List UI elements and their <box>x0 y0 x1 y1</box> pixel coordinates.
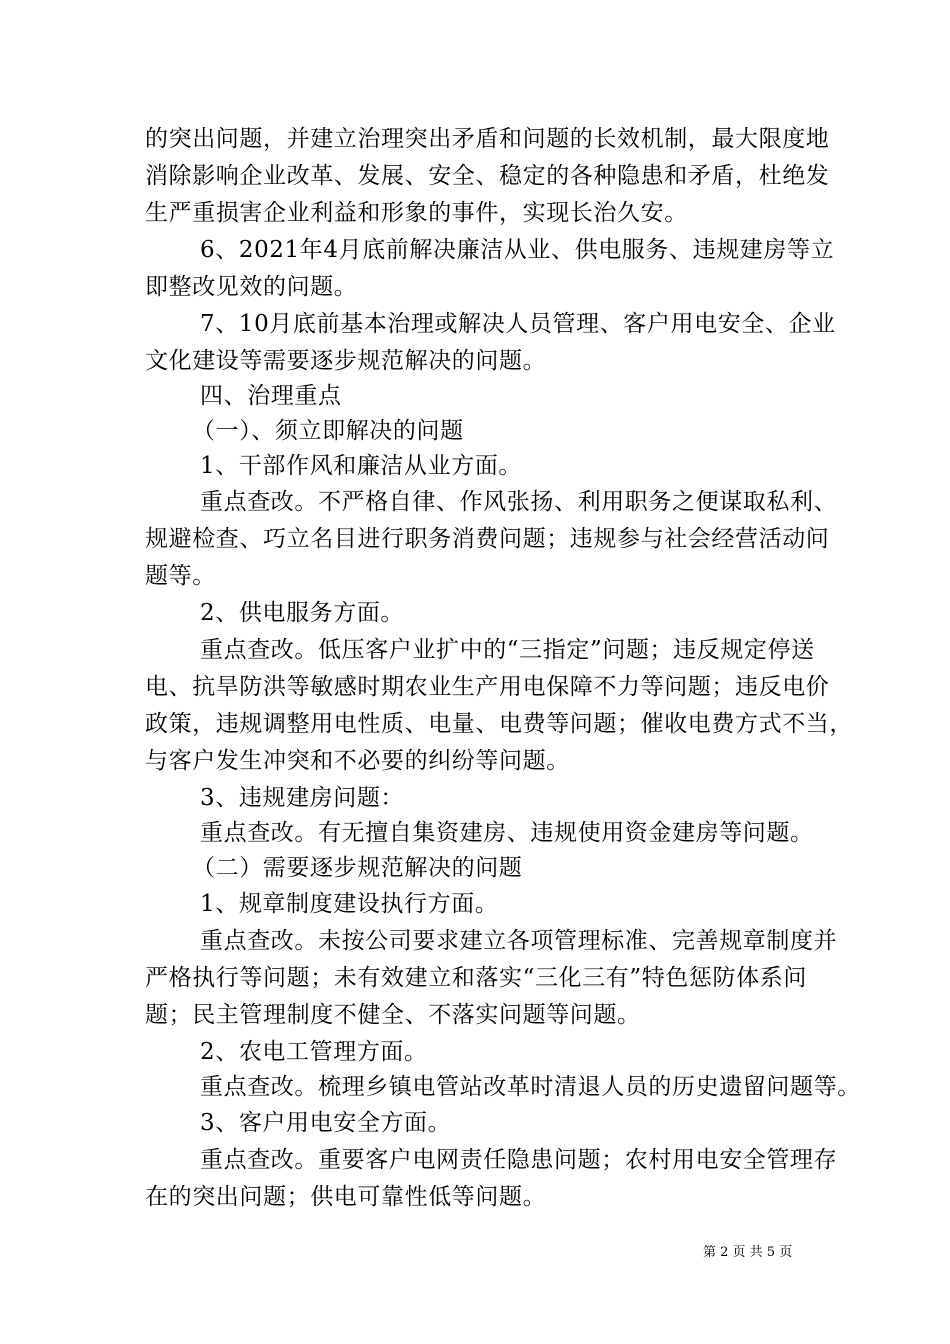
body-line: 电、抗旱防洪等敏感时期农业生产用电保障不力等问题；违反电价 <box>145 674 830 700</box>
page-number: 第 2 页 共 5 页 <box>703 1245 793 1260</box>
body-line: 3、违规建房问题： <box>200 785 405 811</box>
body-line: 消除影响企业改革、发展、安全、稳定的各种隐患和矛盾，杜绝发 <box>145 163 830 189</box>
body-line: 1、规章制度建设执行方面。 <box>200 891 499 917</box>
body-line: 的突出问题，并建立治理突出矛盾和问题的长效机制，最大限度地 <box>145 126 830 152</box>
body-line: 6、2021年4月底前解决廉洁从业、供电服务、违规建房等立 <box>200 237 835 263</box>
body-line: 即整改见效的问题。 <box>145 274 358 300</box>
body-line: 规避检查、巧立名目进行职务消费问题；违规参与社会经营活动问 <box>145 526 830 552</box>
body-line: 与客户发生冲突和不必要的纠纷等问题。 <box>145 748 570 774</box>
body-line: 7、10月底前基本治理或解决人员管理、客户用电安全、企业 <box>200 311 836 337</box>
body-line: 重点查改。梳理乡镇电管站改革时清退人员的历史遗留问题等。 <box>200 1074 861 1100</box>
body-line: 题等。 <box>145 563 216 589</box>
body-line: 严格执行等问题；未有效建立和落实“三化三有”特色惩防体系问 <box>145 965 807 991</box>
body-line: 1、干部作风和廉洁从业方面。 <box>200 453 523 479</box>
body-line: 重点查改。有无擅自集资建房、违规使用资金建房等问题。 <box>200 820 814 846</box>
body-line: 2、农电工管理方面。 <box>200 1039 428 1065</box>
body-line: 政策，违规调整用电性质、电量、电费等问题；催收电费方式不当， <box>145 711 853 737</box>
body-line: 题；民主管理制度不健全、不落实问题等问题。 <box>145 1002 641 1028</box>
body-line: 重点查改。未按公司要求建立各项管理标准、完善规章制度并 <box>200 928 838 954</box>
body-line: 文化建设等需要逐步规范解决的问题。 <box>145 348 547 374</box>
body-line: 在的突出问题；供电可靠性低等问题。 <box>145 1184 547 1210</box>
section-heading: 四、治理重点 <box>200 383 342 409</box>
body-line: 重点查改。低压客户业扩中的“三指定”问题；违反规定停送 <box>200 637 815 663</box>
subsection-heading: （二）需要逐步规范解决的问题 <box>192 855 523 881</box>
body-line: 3、客户用电安全方面。 <box>200 1110 452 1136</box>
body-line: 生严重损害企业利益和形象的事件，实现长治久安。 <box>145 200 688 226</box>
body-line: 2、供电服务方面。 <box>200 600 405 626</box>
body-line: 重点查改。重要客户电网责任隐患问题；农村用电安全管理存 <box>200 1147 838 1173</box>
body-line: 重点查改。不严格自律、作风张扬、利用职务之便谋取私利、 <box>200 489 838 515</box>
subsection-heading: （一）、须立即解决的问题 <box>192 418 464 444</box>
